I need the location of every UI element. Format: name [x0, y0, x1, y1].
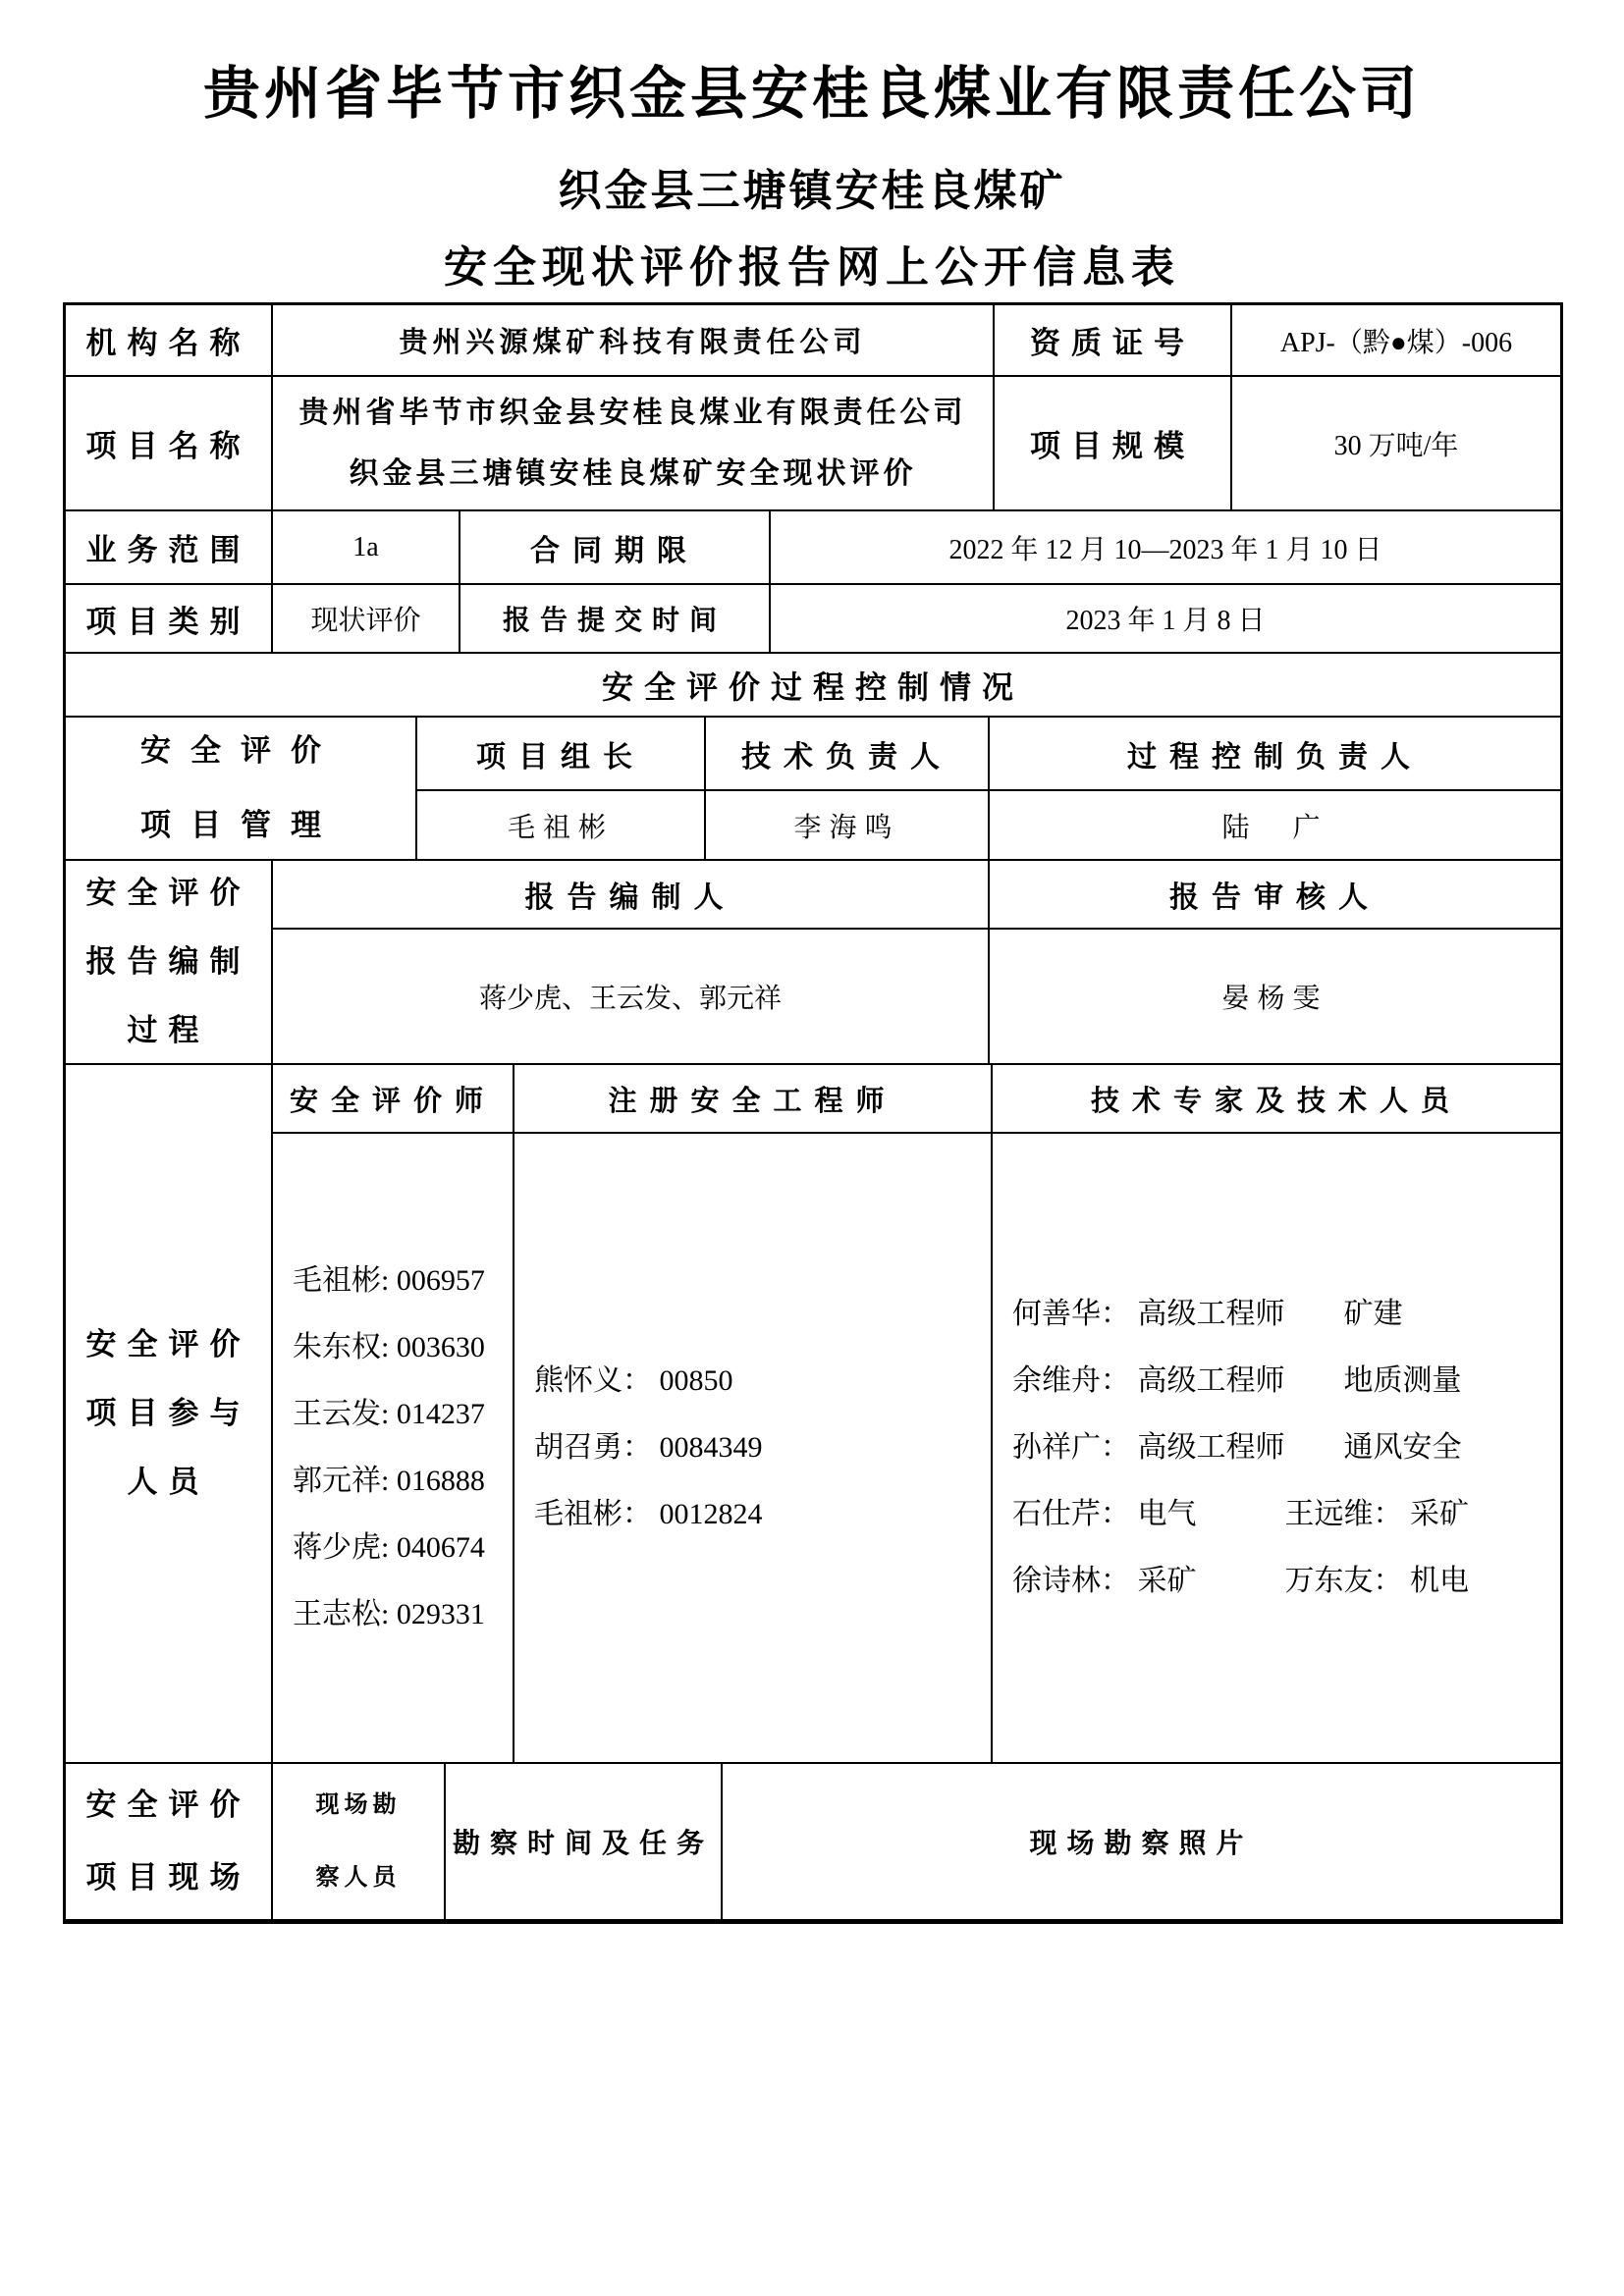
participants-value-row [273, 1134, 1560, 1762]
compilation-section-label [66, 861, 273, 1063]
project-name-line1: 贵州省毕节市织金县安桂良煤业有限责任公司 [298, 396, 967, 429]
list-line: 王云发: 014237 [293, 1398, 485, 1430]
list-line: 石仕芹： 电气 王远维： 采矿 [1012, 1498, 1469, 1530]
expert-column-label: 技术专家及技术人员 [1090, 1085, 1462, 1117]
compilation-section [66, 861, 1560, 1065]
management-section [66, 718, 1560, 861]
mine-title: 织金县三塘镇安桂良煤矿 [558, 167, 1066, 215]
evaluator-column-label: 安全评价师 [273, 1065, 514, 1132]
submit-time-value: 2023 年 1 月 8 日 [1065, 606, 1266, 636]
tech-lead-label: 技术负责人 [706, 718, 990, 789]
list-line: 何善华： 高级工程师 矿建 [1012, 1298, 1403, 1330]
participants-subtable [273, 1065, 1560, 1762]
list-line: 徐诗林： 采矿 万东友： 机电 [1012, 1565, 1469, 1597]
list-line: 郭元祥: 016888 [293, 1465, 485, 1497]
cert-no-label: 资质证号 [995, 305, 1232, 375]
management-section-label [66, 718, 417, 859]
list-line: 胡召勇： 0084349 [534, 1431, 763, 1464]
company-title: 贵州省毕节市织金县安桂良煤业有限责任公司 [202, 62, 1421, 126]
list-line: 朱东权: 003630 [293, 1331, 485, 1363]
site-section-label [66, 1764, 273, 1919]
site-label-line2: 项目现场 [85, 1860, 251, 1895]
evaluators-list [273, 1134, 514, 1762]
compilation-label-line1: 安全评价 [85, 876, 251, 910]
management-label-line1: 安全评价 [140, 733, 341, 768]
list-line: 孙祥广： 高级工程师 通风安全 [1012, 1431, 1462, 1464]
process-control-banner-row [66, 654, 1560, 718]
compilation-value-row [273, 930, 1560, 1063]
experts-list [993, 1134, 1560, 1762]
participants-section [66, 1065, 1560, 1764]
org-name-value: 贵州兴源煤矿科技有限责任公司 [273, 305, 995, 375]
project-name-label: 项目名称 [66, 377, 273, 509]
form-title: 安全现状评价报告网上公开信息表 [444, 243, 1180, 292]
report-writer-value: 蒋少虎、王云发、郭元祥 [273, 930, 990, 1063]
management-value-row [417, 791, 1560, 859]
list-line: 余维舟： 高级工程师 地质测量 [1012, 1364, 1462, 1397]
site-section [66, 1764, 1560, 1919]
compilation-label-line3: 过程 [127, 1013, 210, 1047]
category-row [66, 585, 1560, 654]
management-label-line2: 项目管理 [140, 808, 341, 842]
survey-staff-label [273, 1764, 446, 1919]
participants-label-line2: 项目参与 [85, 1396, 251, 1430]
report-writer-label: 报告编制人 [273, 861, 990, 928]
business-scope-value: 1a [273, 511, 460, 583]
list-line: 毛祖彬： 0012824 [534, 1498, 763, 1530]
tech-lead-value: 李海鸣 [706, 791, 990, 859]
participants-label-line3: 人员 [127, 1465, 210, 1499]
process-control-lead-value: 陆 广 [1221, 812, 1328, 843]
report-reviewer-value: 晏杨雯 [1221, 984, 1328, 1014]
compilation-label-line2: 报告编制 [85, 944, 251, 979]
survey-time-label: 勘察时间及任务 [446, 1764, 723, 1919]
contract-term-value: 2022 年 12 月 10—2023 年 1 月 10 日 [948, 534, 1382, 565]
cert-no-value: APJ-（黔●煤）-006 [1279, 327, 1513, 358]
org-name-label: 机构名称 [66, 305, 273, 375]
list-line: 王志松: 029331 [293, 1598, 485, 1630]
project-name-value [273, 377, 995, 509]
list-line: 熊怀义： 00850 [534, 1364, 733, 1397]
submit-time-label: 报告提交时间 [460, 585, 771, 652]
list-line: 毛祖彬: 006957 [293, 1264, 485, 1297]
compilation-subtable [273, 861, 1560, 1063]
report-reviewer-label: 报告审核人 [1169, 881, 1380, 914]
project-row [66, 377, 1560, 511]
org-row [66, 305, 1560, 377]
management-header-row [417, 718, 1560, 791]
management-subtable [417, 718, 1560, 859]
scope-row [66, 511, 1560, 585]
list-line: 蒋少虎: 040674 [293, 1531, 485, 1564]
project-name-line2: 织金县三塘镇安桂良煤矿安全现状评价 [349, 456, 917, 490]
survey-staff-line2: 察人员 [315, 1865, 402, 1891]
participants-label-line1: 安全评价 [85, 1327, 251, 1362]
contract-term-label: 合同期限 [460, 511, 771, 583]
project-scale-value: 30 万吨/年 [1333, 430, 1459, 461]
compilation-header-row [273, 861, 1560, 930]
site-label-line1: 安全评价 [85, 1788, 251, 1822]
process-control-banner: 安全评价过程控制情况 [601, 668, 1024, 705]
public-info-table [63, 302, 1563, 1924]
process-control-lead-label: 过程控制负责人 [1127, 740, 1423, 774]
business-scope-label: 业务范围 [66, 511, 273, 583]
engineers-list [514, 1134, 993, 1762]
participants-header-row [273, 1065, 1560, 1134]
engineer-column-label: 注册安全工程师 [514, 1065, 993, 1132]
participants-section-label [66, 1065, 273, 1762]
project-category-label: 项目类别 [66, 585, 273, 652]
project-category-value: 现状评价 [273, 585, 460, 652]
survey-staff-line1: 现场勘 [315, 1792, 402, 1818]
project-leader-value: 毛祖彬 [417, 791, 706, 859]
project-leader-label: 项目组长 [417, 718, 706, 789]
survey-photo-label: 现场勘察照片 [1029, 1829, 1254, 1859]
project-scale-label: 项目规模 [995, 377, 1232, 509]
